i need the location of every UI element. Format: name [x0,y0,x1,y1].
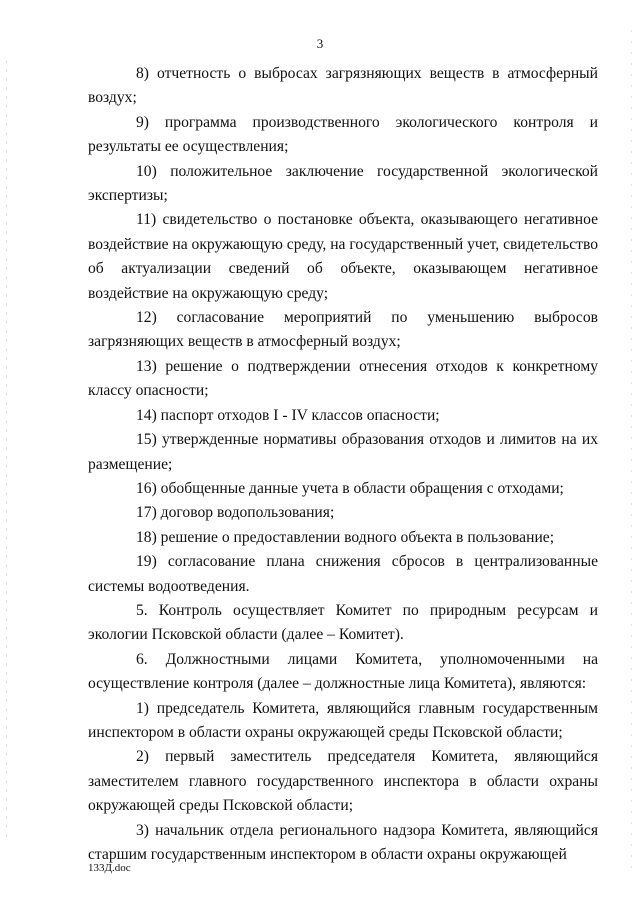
paragraph-item-9: 9) программа производственного экологического контроля и результаты ее осуществления; [88,113,598,156]
paragraph-item-15: 15) утвержденные нормативы образования отходов и лимитов на их размещение; [88,431,598,473]
paragraph-official-1: 1) председатель Комитета, являющийся главным государственным инспектором в области охраны окружающей среды Псковской области; [88,699,598,741]
paragraph-item-16: 16) обобщенные данные учета в области обращения с отходами; [136,479,564,497]
paragraph-official-2: 2) первый заместитель председателя Комитета, являющийся заместителем главного государственного инспектора в области охраны окружающей среды Псковской области; [88,748,598,815]
scan-edge-left [6,60,7,840]
document-body [88,62,598,867]
paragraph-item-13: 13) решение о подтверждении отнесения отходов к конкретному классу опасности; [88,357,598,400]
paragraph-item-12: 12) согласование мероприятий по уменьшению выбросов загрязняющих веществ в атмосферный воздух; [88,309,598,351]
paragraph-section-5: 5. Контроль осуществляет Комитет по природным ресурсам и экологии Псковской области (далее – Комитет). [88,601,598,644]
paragraph-item-18: 18) решение о предоставлении водного объекта в пользование; [136,528,555,546]
paragraph-official-3: 3) начальник отдела регионального надзора Комитета, являющийся старшим государственным инспектором в области охраны окружающей [88,821,598,863]
paragraph-item-14: 14) паспорт отходов I - IV классов опасности; [136,406,440,424]
paragraph-item-11: 11) свидетельство о постановке объекта, оказывающего негативное воздействие на окружающую среду, на государственный учет, свидетельство об актуализации сведений об объекте, оказывающем негативное воздействие на окружающую среду; [88,211,598,302]
page-number: 3 [316,36,324,51]
paragraph-item-17: 17) договор водопользования; [136,504,335,522]
paragraph-item-8: 8) отчетность о выбросах загрязняющих веществ в атмосферный воздух; [88,65,598,107]
paragraph-item-19: 19) согласование плана снижения сбросов в централизованные системы водоотведения. [88,553,598,595]
paragraph-section-6: 6. Должностными лицами Комитета, уполномоченными на осуществление контроля (далее – должностные лица Комитета), являются: [88,650,598,693]
paragraph-item-10: 10) положительное заключение государственной экологической экспертизы; [88,162,598,205]
scan-edge-right [631,30,632,870]
footer-filename: 133Д.doc [88,862,131,874]
